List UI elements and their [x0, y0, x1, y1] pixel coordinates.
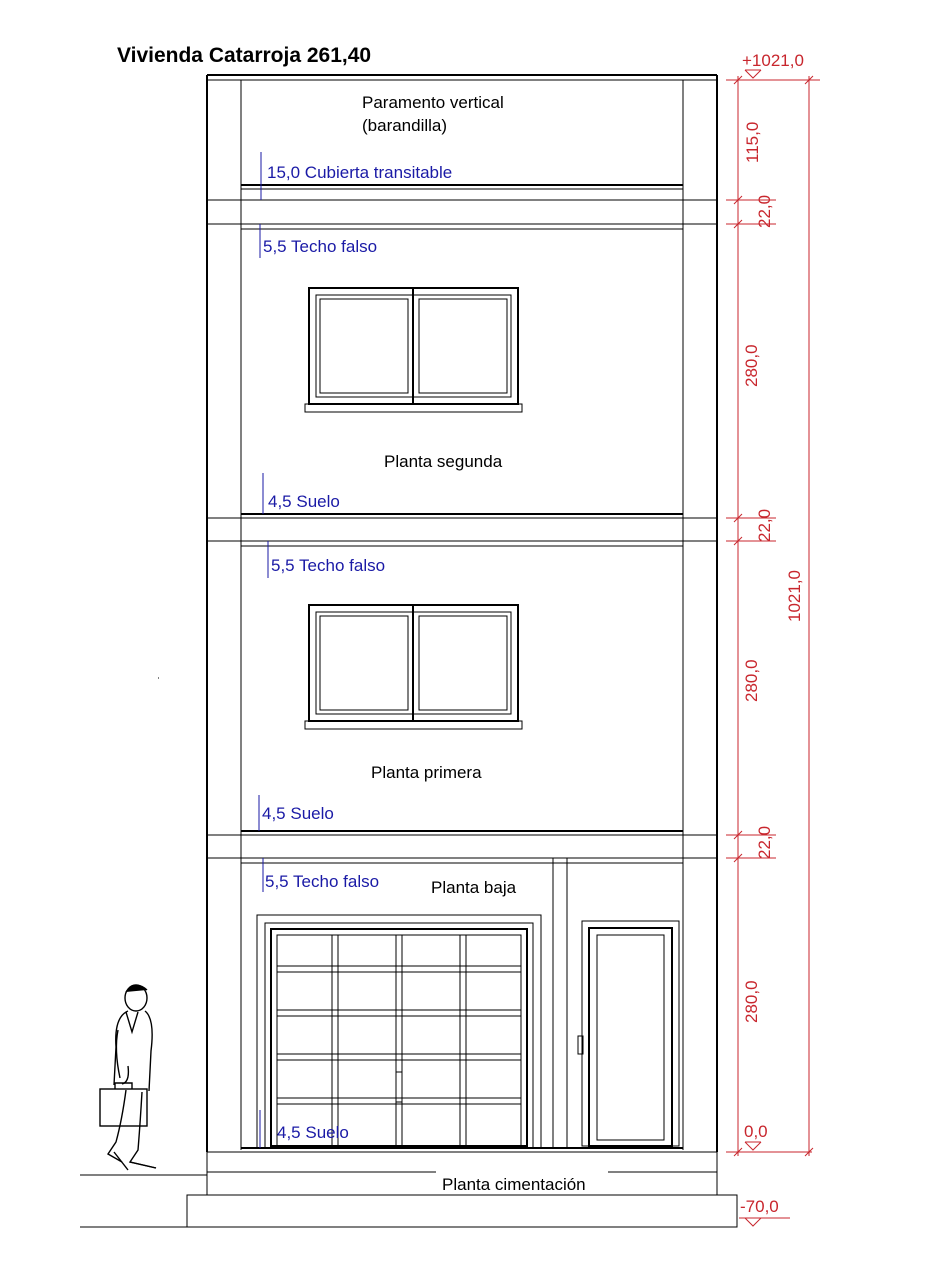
ceiling-1-label: 5,5 Techo falso — [271, 556, 386, 575]
storey-1-dimension: 280,0 — [742, 659, 761, 702]
foundation-label: Planta cimentación — [442, 1175, 586, 1194]
floor-0-label: 4,5 Suelo — [277, 1123, 349, 1142]
parapet-label-line2: (barandilla) — [362, 116, 448, 135]
person-figure — [100, 985, 156, 1170]
floor-2-name: Planta segunda — [384, 452, 503, 471]
floor-0-name: Planta baja — [431, 878, 517, 897]
dimension-lines — [726, 70, 820, 1226]
slab-2-dimension: 22,0 — [755, 508, 774, 542]
garage-door — [257, 915, 541, 1148]
drawing-title: Vivienda Catarroja 261,40 — [117, 44, 372, 67]
top-level-dimension: +1021,0 — [742, 51, 804, 70]
parapet-label-line1: Paramento vertical — [362, 93, 504, 112]
floor-1-name: Planta primera — [371, 763, 482, 782]
bottom-level-dimension: -70,0 — [740, 1197, 779, 1216]
parapet-dimension: 115,0 — [743, 121, 762, 163]
ceiling-0-label: 5,5 Techo falso — [265, 872, 380, 891]
total-height-dimension: 1021,0 — [785, 570, 804, 622]
slab-1-dimension: 22,0 — [755, 825, 774, 859]
window-second-floor — [305, 288, 522, 412]
window-first-floor — [305, 605, 522, 729]
storey-0-dimension: 280,0 — [742, 980, 761, 1023]
roof-label: 15,0 Cubierta transitable — [267, 163, 453, 182]
floor-1-label: 4,5 Suelo — [262, 804, 334, 823]
entry-door — [578, 921, 679, 1146]
ceiling-2-label: 5,5 Techo falso — [263, 237, 378, 256]
level-markers — [259, 152, 268, 1148]
floor-2-label: 4,5 Suelo — [268, 492, 340, 511]
slab-3-dimension: 22,0 — [755, 194, 774, 228]
storey-2-dimension: 280,0 — [742, 344, 761, 387]
zero-level-dimension: 0,0 — [744, 1122, 768, 1141]
